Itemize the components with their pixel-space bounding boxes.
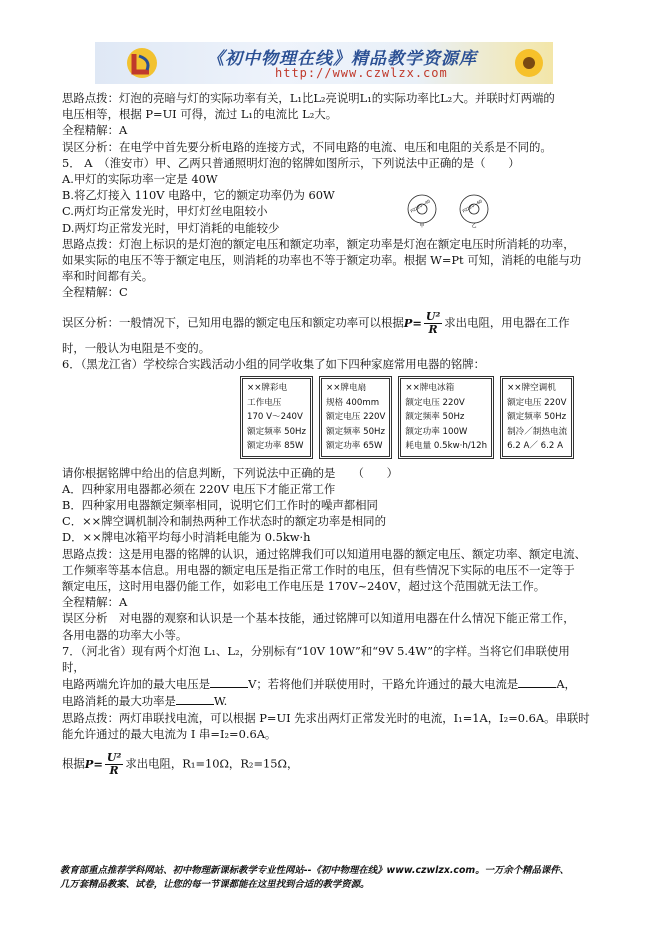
- text-segment: V；若将他们并联使用时，干路允许通过的最大电流是: [248, 677, 519, 692]
- bulb-yi-spec: PZ220—60: [461, 198, 483, 214]
- nameplate-row: 额定功率 85W: [247, 441, 304, 452]
- text-line-with-formula: [62, 311, 592, 336]
- header-banner: [95, 42, 553, 84]
- answer-line: 全程精解：A: [62, 595, 128, 610]
- nameplate-row: ××牌电冰箱: [405, 383, 455, 394]
- text-line: 误区分析：在电学中首先要分析电路的连接方式，不同电路的电流、电压和电阻的关系是不同的。: [62, 139, 552, 154]
- nameplate-row: 规格 400mm: [326, 397, 380, 408]
- nameplate-row: ××牌电扇: [326, 383, 367, 394]
- fill-blank-line: [62, 692, 592, 709]
- text-line: 思路点拨：灯泡的亮暗与灯的实际功率有关，L₁比L₂亮说明L₁的实际功率比L₂大。并联时灯两端的: [62, 91, 555, 105]
- text-line: 率和时间都有关。: [62, 269, 154, 284]
- text-line: 时，一般认为电阻是不变的。: [62, 340, 211, 355]
- logo-icon: [125, 46, 159, 80]
- text-line-with-formula: [62, 752, 592, 777]
- sunflower-icon: [509, 45, 549, 81]
- formula-eq: =: [93, 757, 103, 772]
- nameplate-tv: [240, 376, 313, 459]
- text-line: 能允许通过的最大电流为 I 串=I₂=0.6A。: [62, 726, 277, 741]
- formula-numerator: U²: [106, 751, 122, 764]
- option-a: A.甲灯的实际功率一定是 40W: [62, 172, 218, 187]
- option-c: C.两灯均正常发光时，甲灯灯丝电阻较小: [62, 204, 268, 219]
- nameplate-row: ××牌空调机: [507, 383, 556, 394]
- nameplate-row: 额定频率 50Hz: [326, 426, 386, 437]
- text-line: 各用电器的功率大小等。: [62, 627, 188, 642]
- nameplate-row: 额定频率 50Hz: [247, 426, 307, 437]
- option-b: B.将乙灯接入 110V 电路中，它的额定功率仍为 60W: [62, 188, 335, 203]
- text-line: 思路点拨：这是用电器的铭牌的认识，通过铭牌我们可以知道用电器的额定电压、额定功率、额定电流、: [62, 546, 586, 561]
- blank-max-current[interactable]: [518, 675, 556, 688]
- nameplate-row: 170 V～240V: [247, 412, 303, 423]
- formula-lhs: P: [403, 316, 413, 331]
- text-line: 额定电压，这时用电器仍能工作，如彩电工作电压是 170V~240V，超过这个范围就无法工作。: [62, 578, 546, 593]
- nameplate-row: 6.2 A／ 6.2 A: [507, 441, 563, 452]
- option-d: D.两灯均正常发光时，甲灯消耗的电能较少: [62, 220, 280, 235]
- text-line: 误区分析 对电器的观察和认识是一个基本技能，通过铭牌可以知道用电器在什么情况下能正常工作，: [62, 611, 575, 626]
- nameplate-row: 制冷／制热电流: [507, 426, 568, 437]
- text-segment: W.: [213, 694, 228, 709]
- bulb-jia-label: 甲: [419, 223, 425, 228]
- nameplate-row: 耗电量 0.5kw·h/12h: [405, 441, 488, 452]
- question-5: 5． A （淮安市）甲、乙两只普通照明灯泡的铭牌如图所示，下列说法中正确的是（ ）: [62, 155, 520, 170]
- nameplate-row: 额定电压 220V: [326, 412, 386, 423]
- formula-denominator: R: [428, 322, 438, 336]
- option-c: C．××牌空调机制冷和制热两种工作状态时的额定功率是相同的: [62, 514, 386, 529]
- formula-numerator: U²: [425, 309, 441, 323]
- text-line: 电压相等，根据 P=UI 可得，流过 L₁的电流比 L₂大。: [62, 107, 338, 122]
- option-a: A．四种家用电器都必须在 220V 电压下才能正常工作: [62, 481, 336, 496]
- bulb-jia-spec: PZ220—40: [409, 198, 431, 214]
- page-footer: [60, 864, 620, 892]
- text-segment: 求出电阻，R₁=10Ω，R₂=15Ω，: [125, 756, 299, 771]
- appliance-nameplates: [240, 376, 592, 459]
- nameplate-row: 额定频率 50Hz: [507, 412, 567, 423]
- banner-url[interactable]: http://www.czwlzx.com: [275, 66, 448, 80]
- footer-line: 几万套精品教案、试卷，让您的每一节课都能在这里找到合适的教学资源。: [60, 879, 370, 890]
- document-body: [62, 90, 592, 777]
- formula-lhs: P: [84, 757, 94, 772]
- blank-max-power[interactable]: [176, 692, 214, 705]
- nameplate-fan: [319, 376, 392, 459]
- bulb-yi-label: 乙: [471, 223, 477, 228]
- formula-denominator: R: [109, 764, 119, 777]
- nameplate-row: 额定功率 100W: [405, 426, 468, 437]
- text-segment: 电路消耗的最大功率是: [62, 694, 176, 709]
- option-d: D．××牌电冰箱平均每小时消耗电能为 0.5kw·h: [62, 530, 311, 545]
- text-line: 如果实际的电压不等于额定电压，则消耗的功率也不等于额定功率。根据 W=Pt 可知，消耗的电能与功: [62, 253, 582, 268]
- blank-max-voltage[interactable]: [210, 675, 248, 688]
- banner-title: 《初中物理在线》精品教学资源库: [207, 49, 477, 69]
- text-segment: 电路两端允许加的最大电压是: [62, 677, 211, 692]
- text-line: 思路点拨：灯泡上标识的是灯泡的额定电压和额定功率，额定功率是灯泡在额定电压时所消耗的功率，: [62, 236, 575, 251]
- nameplate-row: 额定电压 220V: [507, 397, 567, 408]
- nameplate-row: ××牌彩电: [247, 383, 288, 394]
- answer-line: 全程精解：C: [62, 285, 128, 300]
- text-line: 请你根据铭牌中给出的信息判断，下列说法中正确的是 （ ）: [62, 465, 399, 480]
- text-segment: 根据: [62, 756, 85, 771]
- formula: [404, 311, 445, 336]
- nameplate-fridge: [398, 376, 494, 459]
- question-7: 7．（河北省）现有两个灯泡 L₁、L₂，分别标有“10V 10W”和“9V 5.4W”的字样。当将它们串联使用时，: [62, 643, 570, 674]
- text-segment: 求出电阻，用电器在工作: [444, 315, 570, 330]
- fill-blank-line: [62, 675, 592, 692]
- nameplate-row: 额定功率 65W: [326, 441, 383, 452]
- nameplate-ac: [500, 376, 574, 459]
- question-6: 6．（黑龙江省）学校综合实践活动小组的同学收集了如下四种家庭常用电器的铭牌：: [62, 356, 486, 371]
- option-b: B．四种家用电器额定频率相同，说明它们工作时的噪声都相同: [62, 497, 378, 512]
- text-line: 工作频率等基本信息。用电器的额定电压是指正常工作时的电压，但有些情况下实际的电压不一定等于: [62, 562, 575, 577]
- text-segment: 误区分析：一般情况下，已知用电器的额定电压和额定功率可以根据: [62, 315, 404, 330]
- nameplate-row: 工作电压: [247, 397, 282, 408]
- text-segment: A，: [556, 677, 576, 692]
- formula: [85, 752, 126, 777]
- footer-line: 教育部重点推荐学科网站、初中物理新课标教学专业性网站--《初中物理在线》www.czwlzx.com。一万余个精品课件、: [60, 865, 569, 876]
- nameplate-row: 额定频率 50Hz: [405, 412, 465, 423]
- text-line: 思路点拨：两灯串联找电流，可以根据 P=UI 先求出两灯正常发光时的电流，I₁=1A，I₂=0.6A。串联时: [62, 710, 590, 725]
- answer-line: 全程精解：A: [62, 123, 128, 138]
- nameplate-row: 额定电压 220V: [405, 397, 465, 408]
- formula-eq: =: [412, 316, 422, 331]
